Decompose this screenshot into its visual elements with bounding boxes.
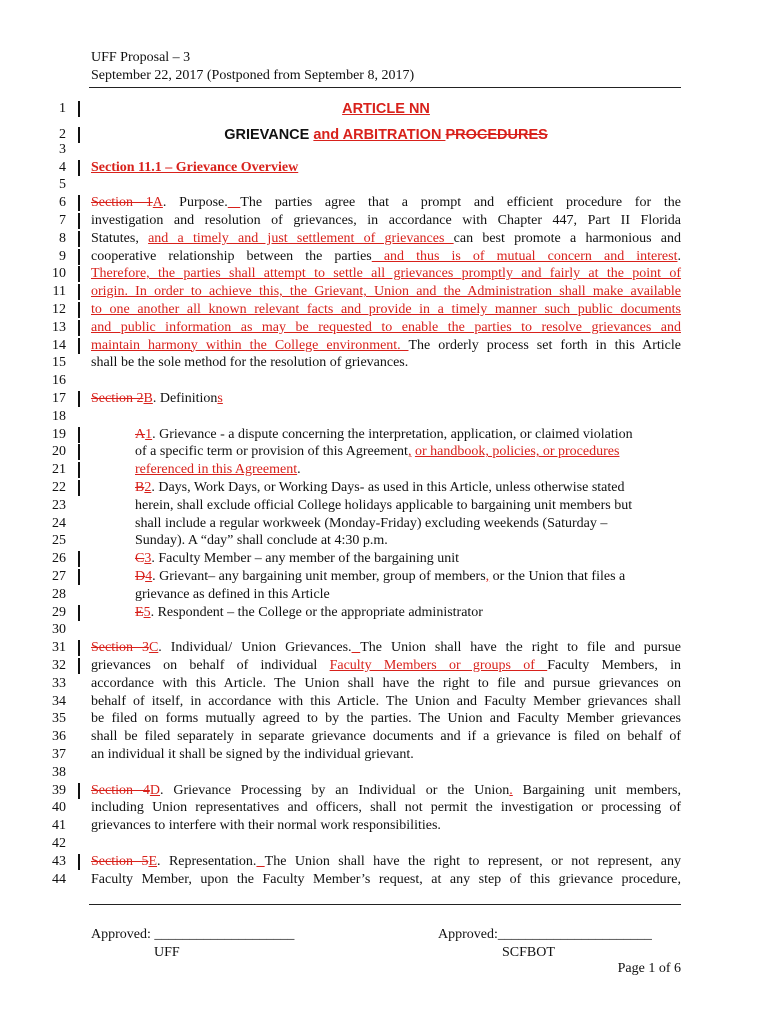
line-number: 19 [52,426,66,442]
line-number: 28 [52,586,66,602]
deleted-text: Section 3 [91,640,149,656]
text-run: including Union representatives and officers, shall not permit the investigation or processing of [91,800,681,816]
inserted-text [352,640,361,655]
footer-rule [89,904,681,905]
text-run: Statutes, [91,230,149,246]
inserted-text: s [217,391,223,406]
change-bar [78,640,80,656]
inserted-text: to one another all known relevant facts and provide in a timely manner such public documents [91,302,681,317]
line-number: 6 [59,195,66,211]
line-number: 38 [52,764,66,780]
text-run: . Days, Work Days, or Working Days- as used in this Article, unless otherwise stated [151,480,625,495]
document-line [91,248,681,266]
line-number: 31 [52,640,66,656]
change-bar [78,101,80,117]
document-line [91,693,681,711]
document-line [135,568,625,586]
text-run: cooperative relationship between the parties [91,248,372,264]
line-number: 43 [52,853,66,869]
change-bar [78,249,80,265]
line-number: 1 [59,101,66,116]
change-bar [78,338,80,354]
document-line [91,639,681,657]
document-line [91,159,298,177]
deleted-text: B [135,480,145,495]
text-run: grievance as defined in this Article [135,586,330,602]
line-number: 12 [52,302,66,317]
line-number: 4 [59,159,66,175]
change-bar [78,480,80,496]
inserted-text: C [148,640,159,656]
text-run: . Representation. [157,853,257,869]
change-bar [78,569,80,585]
change-bar [78,195,80,211]
text-run: behalf of itself, in accordance with this Article. The Union and Faculty Member grievances shall [91,693,681,709]
document-line [135,604,483,622]
inserted-text: D [149,782,161,798]
text-run: The parties agree that a prompt and efficient procedure for the [240,195,681,211]
document-line [91,853,681,871]
text-run: . Faculty Member – any member of the bargaining unit [151,551,460,567]
inserted-text: B [143,391,153,406]
line-number: 16 [52,373,66,389]
document-line [91,782,681,800]
inserted-text: maintain harmony within the College environment. [91,337,409,353]
line-number: 39 [52,782,66,798]
text-run: . Respondent – the College or the appropriate administrator [150,604,483,620]
deleted-text: A [135,426,146,442]
deleted-text: Section 5 [91,853,149,869]
document-line [91,100,681,118]
document-line [135,550,459,568]
approval-scfbot-party: SCFBOT [502,945,555,960]
inserted-text: E [148,853,158,869]
text-run: GRIEVANCE [224,127,314,143]
text-run: shall be filed separately in separate grievance documents and if a grievance is filed on behalf of [91,729,681,745]
line-number: 23 [52,497,66,513]
line-number: 7 [59,213,66,228]
inserted-text: referenced in this Agreement [135,462,298,478]
change-bar [78,160,80,176]
proposal-title: UFF Proposal – 3 [91,50,191,65]
line-number: 37 [52,747,66,762]
inserted-text: origin. In order to achieve this, the Grievant, Union and the Administration shall make available [91,284,681,300]
inserted-text: 3 [144,551,152,567]
inserted-text: 5 [143,604,151,620]
document-line [91,728,681,746]
line-number: 30 [52,622,66,638]
line-number: 25 [52,533,66,549]
line-number: 21 [52,462,66,478]
deleted-text: Section 1 [91,195,153,211]
document-line [91,354,408,372]
document-line [135,515,607,533]
line-number: 40 [52,800,66,816]
text-run: . [677,248,681,264]
line-number: 35 [52,711,66,727]
approval-uff-party: UFF [154,945,180,960]
line-number: 26 [52,551,66,567]
inserted-text: , [485,569,490,584]
text-run: . Individual/ Union Grievances. [158,640,352,656]
inserted-text [228,195,241,210]
line-number: 13 [52,319,66,335]
inserted-text: Section 11.1 – Grievance Overview [91,159,299,175]
change-bar [78,213,80,229]
line-number: 24 [52,515,66,531]
text-run: herein, shall exclude official College holidays applicable to bargaining unit members but [135,497,633,513]
deleted-text: Section 4 [91,782,150,798]
change-bar [78,320,80,336]
change-bar [78,231,80,247]
inserted-text: and public information as may be requested to enable the parties to resolve grievances and [91,319,681,335]
line-number: 41 [52,818,66,834]
document-line [91,301,681,319]
document-line [91,746,414,764]
inserted-text: or handbook, policies, or procedures [414,444,620,460]
line-number: 9 [59,248,66,264]
document-line [91,212,681,230]
proposal-date: September 22, 2017 (Postponed from September 8, 2017) [91,68,415,83]
text-run: The Union shall have the right to represent, or not represent, any [264,853,681,869]
text-run: . Definition [152,391,218,406]
change-bar [78,266,80,282]
change-bar [78,783,80,799]
change-bar [78,605,80,621]
inserted-text: 4 [145,569,153,584]
change-bar [78,462,80,478]
line-number: 15 [52,355,66,371]
text-run: investigation and resolution of grievances, in accordance with Chapter 447, Part II Florida [91,213,681,228]
change-bar [78,427,80,443]
line-number: 14 [52,337,66,353]
line-number: 32 [52,658,66,673]
text-run: be filed on forms mutually agreed to by the parties. The Union and Faculty Member grievances [91,711,681,727]
approval-scfbot-line: Approved:______________________ [438,927,652,942]
document-line [91,675,681,693]
line-number: 22 [52,480,66,495]
text-run: Faculty Members, in [547,658,681,673]
line-number: 11 [52,284,66,300]
line-number: 5 [59,177,66,193]
deleted-text: E [135,604,144,620]
line-number: 29 [52,604,66,620]
line-number: 2 [59,127,66,142]
text-run: . [297,462,301,478]
line-number: 27 [52,569,66,584]
document-line [135,586,330,604]
text-run: Faculty Member, upon the Faculty Member’s request, at any step of this grievance procedure, [91,871,681,887]
document-line [91,126,681,144]
line-number: 8 [59,230,66,246]
deleted-text: C [135,551,145,567]
document-line [91,871,681,889]
inserted-text: A [152,195,163,211]
header-rule [89,87,681,88]
change-bar [78,658,80,674]
document-line [135,426,633,444]
inserted-text: 2 [144,480,152,495]
line-number: 42 [52,836,66,851]
approval-uff-line: Approved: ____________________ [91,927,295,942]
line-number: 3 [59,141,66,157]
text-run: of a specific term or provision of this Agreement [135,444,408,460]
text-run: . Grievant– any bargaining unit member, group of members [152,569,486,584]
inserted-text: and ARBITRATION [313,127,446,143]
line-number: 44 [52,871,66,887]
document-line [91,194,681,212]
document-line [91,710,681,728]
line-number: 17 [52,391,66,406]
page-number: Page 1 of 6 [617,961,681,976]
inserted-text: and a timely and just settlement of grievances [148,230,454,246]
text-run: or the Union that files a [489,569,626,584]
line-number: 33 [52,675,66,691]
document-line [91,319,681,337]
line-number: 36 [52,729,66,745]
text-run: Bargaining unit members, [512,782,681,798]
text-run: accordance with this Article. The Union shall have the right to file and pursue grievances on [91,675,681,691]
text-run: The Union shall have the right to file and pursue [360,640,682,656]
text-run: an individual it shall be signed by the individual grievant. [91,747,414,762]
document-line [135,461,301,479]
document-line [135,532,388,550]
text-run: . Grievance Processing by an Individual or the Union [160,782,510,798]
document-line [91,390,223,408]
document-line [135,497,632,515]
line-number: 34 [52,693,66,709]
change-bar [78,302,80,318]
line-number: 20 [52,444,66,460]
inserted-text: . [509,782,513,798]
text-run: Sunday). A “day” shall conclude at 4:30 p.m. [135,533,388,549]
line-number: 18 [52,408,66,424]
inserted-text: , [407,444,412,460]
text-run: grievances on behalf of individual [91,658,330,673]
text-run: can best promote a harmonious and [453,230,681,246]
change-bar [78,284,80,300]
change-bar [78,391,80,407]
document-line [91,657,681,675]
inserted-text: and thus is of mutual concern and interest [371,248,678,264]
change-bar [78,444,80,460]
text-run: grievances to interfere with their normal work responsibilities. [91,818,441,834]
document-line [135,479,625,497]
text-run: . Purpose. [162,195,228,211]
change-bar [78,854,80,870]
text-run: shall be the sole method for the resolution of grievances. [91,355,409,371]
inserted-text: Faculty Members or groups of [329,658,548,673]
document-line [91,230,681,248]
text-run: shall include a regular workweek (Monday-Friday) excluding weekends (Saturday – [135,515,608,531]
line-number: 10 [52,266,66,282]
deleted-text: PROCEDURES [445,127,548,143]
change-bar [78,551,80,567]
document-line [135,443,619,461]
document-line [91,817,441,835]
text-run: . Grievance - a dispute concerning the interpretation, application, or claimed violation [152,426,633,442]
change-bar [78,127,80,143]
inserted-text: 1 [145,426,153,442]
deleted-text: Section 2 [91,391,144,406]
document-line [91,337,681,355]
text-run: The orderly process set forth in this Article [408,337,681,353]
document-line [91,283,681,301]
inserted-text [256,854,264,869]
inserted-text: Therefore, the parties shall attempt to settle all grievances promptly and fairly at the point of [91,266,681,282]
document-line [91,265,681,283]
document-line [91,799,681,817]
deleted-text: D [135,569,146,584]
inserted-text: ARTICLE NN [342,101,430,117]
